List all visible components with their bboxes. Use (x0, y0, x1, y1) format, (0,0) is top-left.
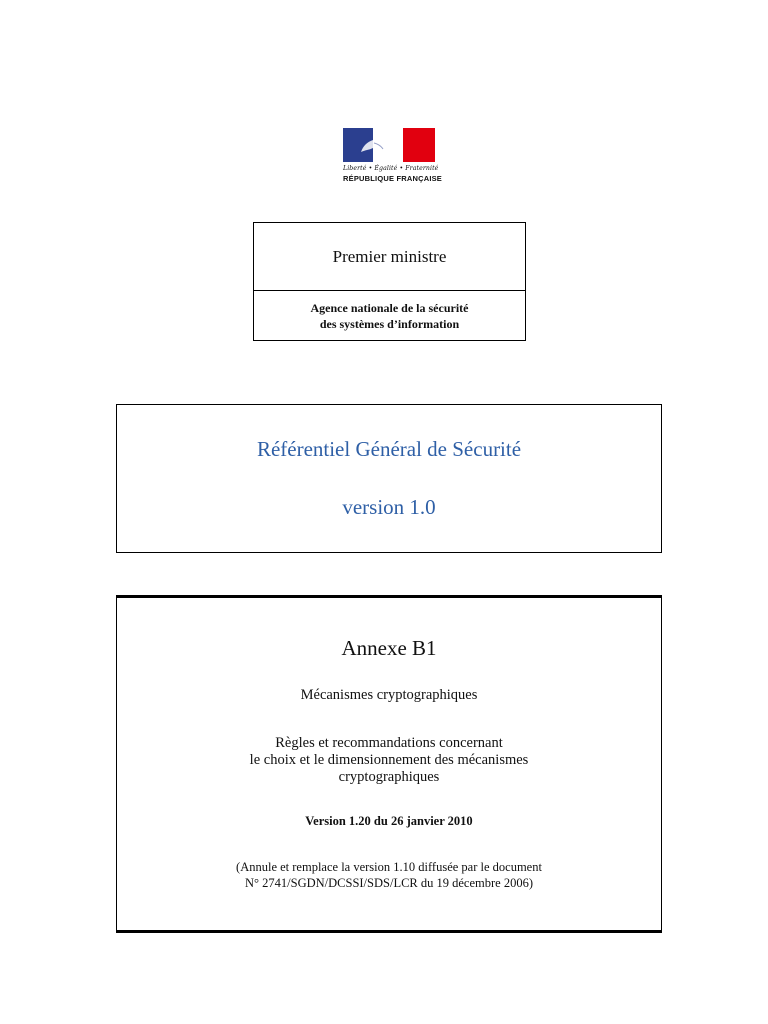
authority-box (253, 222, 526, 341)
republique-francaise-logo (343, 128, 443, 186)
annexe-rules-line-1: Règles et recommandations concernant (275, 735, 503, 751)
annexe-box (116, 595, 662, 933)
annexe-rules-line-2: le choix et le dimensionnement des mécanismes (249, 752, 529, 768)
annexe-subtitle: Mécanismes cryptographiques (300, 687, 478, 703)
marianne-profile-icon (343, 128, 435, 162)
annexe-rules (117, 735, 661, 786)
agency-name (254, 291, 525, 340)
agency-line-1: Agence nationale de la sécurité (310, 300, 469, 315)
agency-line-2: des systèmes d’information (319, 316, 460, 331)
annexe-note (117, 859, 661, 891)
tricolor-flag-icon (343, 128, 435, 162)
referential-box (116, 404, 662, 553)
annexe-note-line-1: (Annule et remplace la version 1.10 diffusée par le document (236, 860, 542, 874)
referential-version: version 1.0 (342, 495, 436, 519)
referential-title: Référentiel Général de Sécurité (256, 437, 522, 461)
logo-republic-name: RÉPUBLIQUE FRANÇAISE (343, 174, 443, 183)
annexe-title: Annexe B1 (341, 636, 437, 660)
annexe-version: Version 1.20 du 26 janvier 2010 (305, 814, 473, 828)
annexe-note-line-2: N° 2741/SGDN/DCSSI/SDS/LCR du 19 décembre 2006) (245, 876, 533, 890)
logo-motto: Liberté • Égalité • Fraternité (343, 165, 439, 172)
authority-title: Premier ministre (254, 223, 525, 291)
annexe-rules-line-3: cryptographiques (338, 769, 440, 785)
